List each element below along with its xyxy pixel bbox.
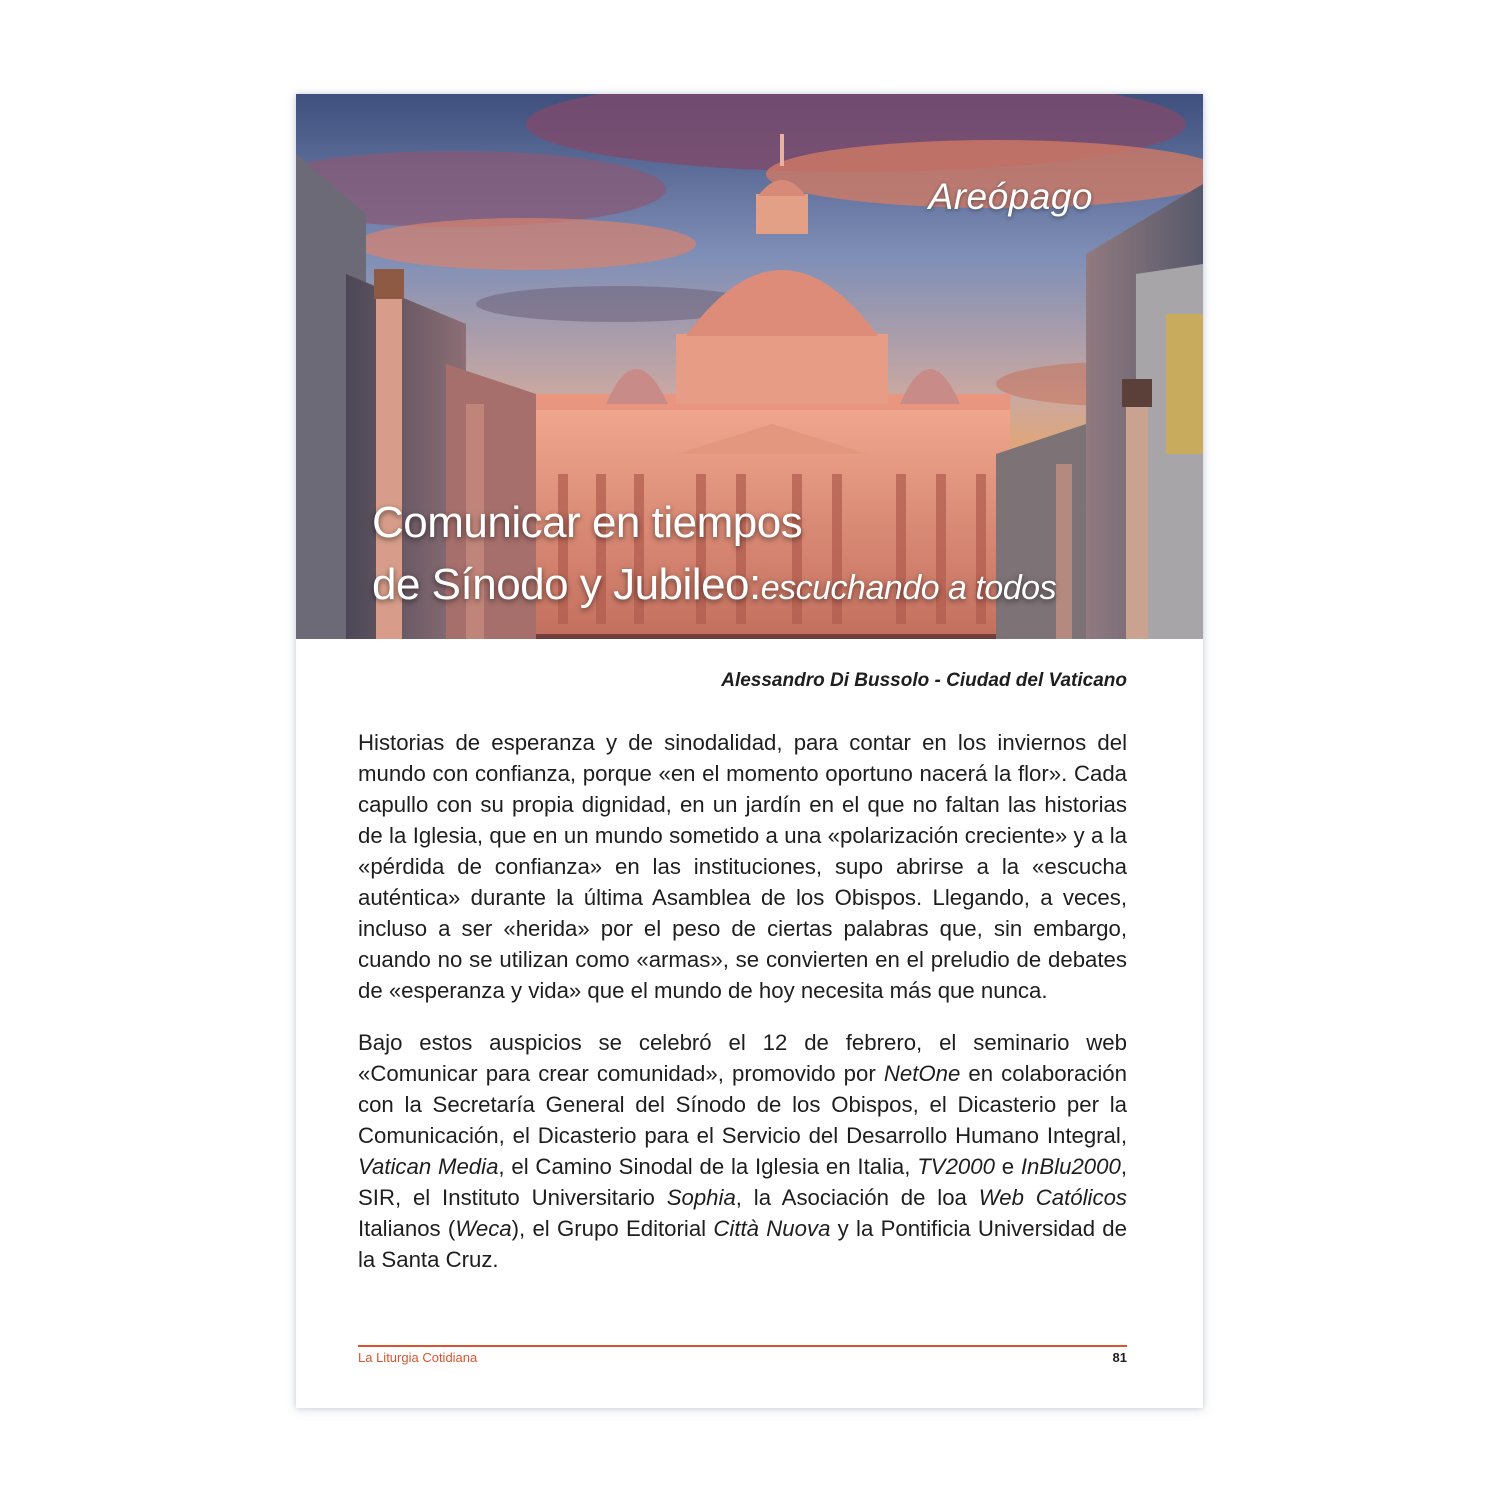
- italic-text: NetOne: [883, 1061, 961, 1086]
- italic-text: Weca: [455, 1216, 512, 1241]
- paragraph-text: e: [994, 1154, 1021, 1179]
- article-subtitle: escuchando a todos: [760, 569, 1057, 607]
- italic-text: TV2000: [917, 1154, 995, 1179]
- page-number: 81: [1112, 1350, 1127, 1365]
- italic-text: Città Nuova: [713, 1216, 831, 1241]
- paragraph-text: , la Asociación de loa: [735, 1185, 979, 1210]
- italic-text: Vatican Media: [358, 1154, 499, 1179]
- paragraph-text: Historias de esperanza y de sinodalidad, para contar en los inviernos del mundo con confianza, porque «en el momento oportuno nacerá la flor». Cada capullo con su propia dignidad, en un jardín en el que no faltan las historias de la Iglesia, que en un mundo sometido a una «polarización creciente» y a la «pérdida de confianza» en las instituciones, supo abrirse a la «escucha auténtica» durante la última Asamblea de los Obispos. Llegando, a veces, incluso a ser «herida» por el peso de ciertas palabras que, sin embargo, cuando no se utilizan como «armas», se convierten en el preludio de debates de «esperanza y vida» que el mundo de hoy necesita más que nunca.: [358, 730, 1127, 1003]
- paragraph-text: y la Pontificia Universidad de la Santa Cruz.: [358, 1216, 1127, 1272]
- footer-publication: La Liturgia Cotidiana: [358, 1350, 478, 1365]
- italic-text: Web Católicos: [978, 1185, 1127, 1210]
- paragraph-text: , SIR, el Instituto Universitario: [358, 1154, 1127, 1210]
- paragraph-text: en colaboración con la Secretaría General del Sínodo de los Obispos, el Dicasterio per la Comunicación, el Dicasterio para el Servicio del Desarrollo Humano Integral,: [358, 1061, 1127, 1148]
- body-paragraph: [358, 727, 1127, 1006]
- paragraph-text: Italianos (: [358, 1216, 456, 1241]
- author-byline: Alessandro Di Bussolo - Ciudad del Vaticano: [721, 670, 1127, 691]
- magazine-page: [296, 94, 1203, 1408]
- header-photo: [296, 94, 1203, 639]
- italic-text: InBlu2000: [1020, 1154, 1121, 1179]
- italic-text: Sophia: [666, 1185, 736, 1210]
- title-line-2-main: de Sínodo y Jubileo:: [372, 560, 761, 609]
- title-line-1: Comunicar en tiempos: [372, 498, 803, 547]
- section-label: Areópago: [928, 176, 1093, 217]
- paragraph-text: ), el Grupo Editorial: [511, 1216, 714, 1241]
- footer-rule: [358, 1345, 1127, 1347]
- paragraph-text: , el Camino Sinodal de la Iglesia en Italia,: [498, 1154, 918, 1179]
- article-title: [372, 492, 1172, 619]
- body-paragraph: [358, 1027, 1127, 1275]
- title-line-2: [372, 554, 1172, 619]
- article-body: [358, 727, 1127, 1296]
- paragraph-text: Bajo estos auspicios se celebró el 12 de febrero, el seminario web «Comunicar para crear comunidad», promovido por: [358, 1030, 1127, 1086]
